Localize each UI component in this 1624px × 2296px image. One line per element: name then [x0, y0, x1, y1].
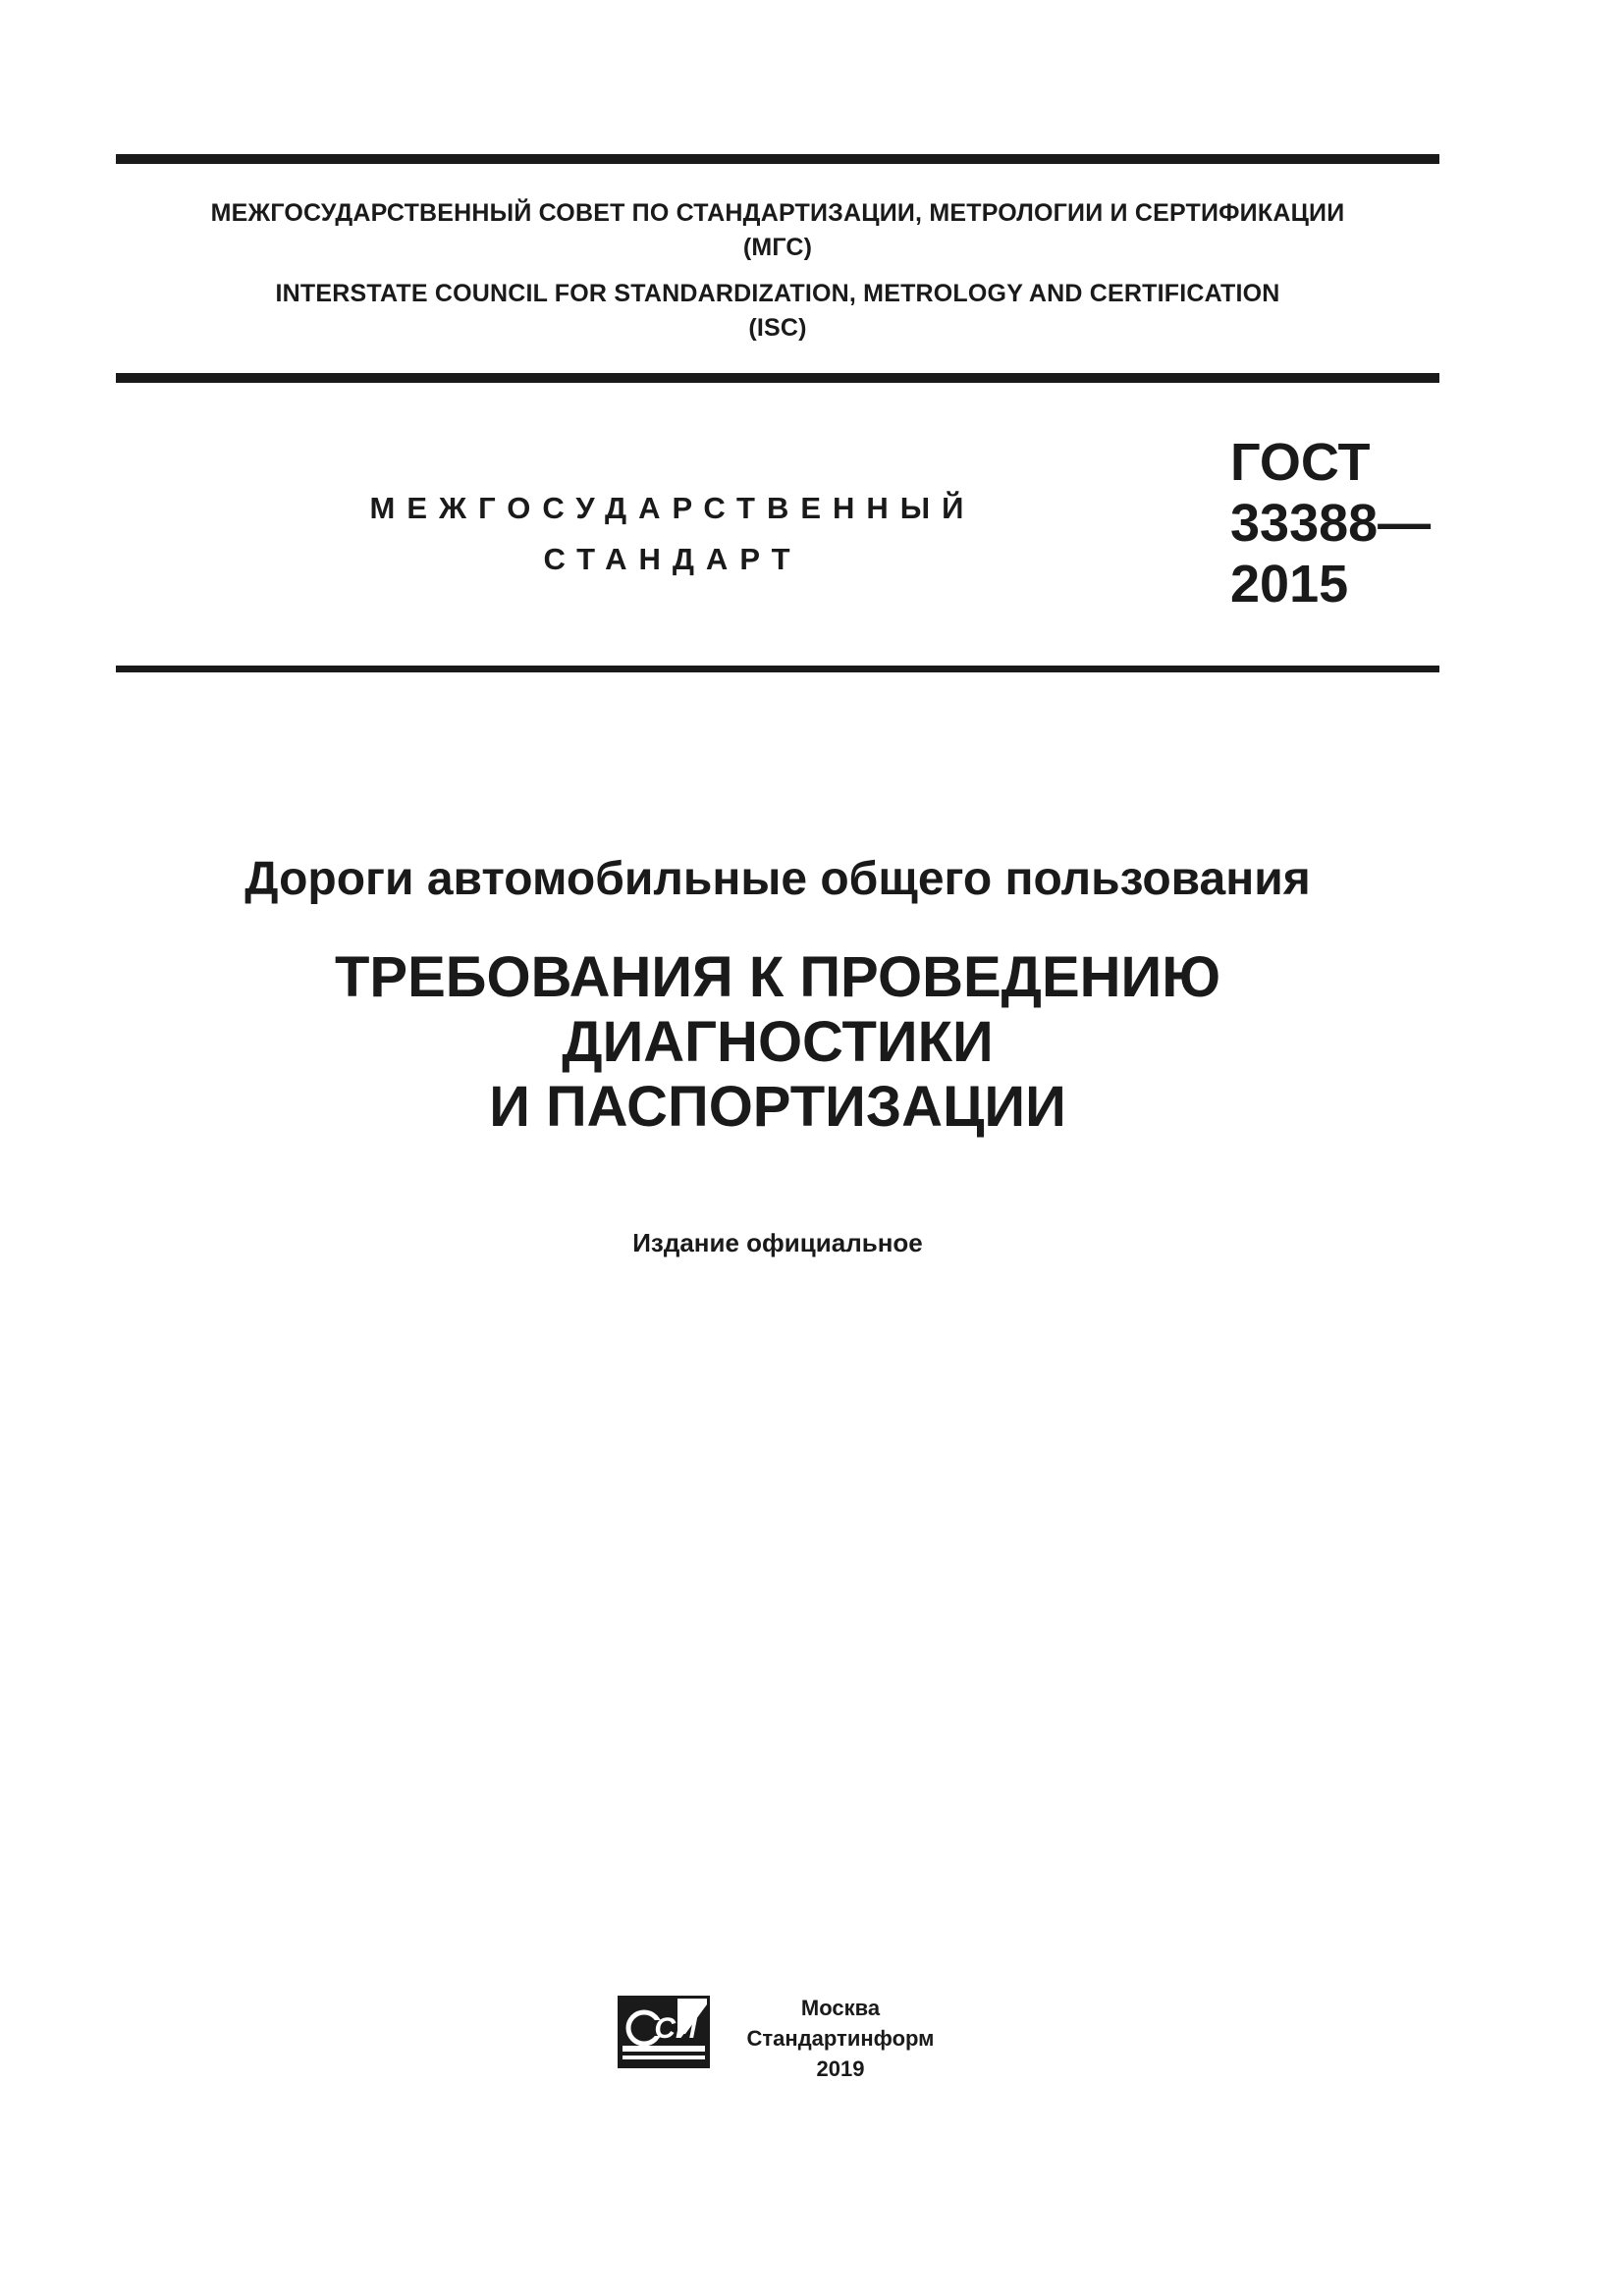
- council-ru: [116, 196, 1439, 265]
- gost-number: 33388—: [1230, 494, 1432, 553]
- top-rule: [116, 154, 1439, 164]
- standard-type-line2: СТАНДАРТ: [543, 542, 802, 576]
- document-subtitle: Дороги автомобильные общего пользования: [244, 853, 1311, 905]
- standartinform-logo-icon: [617, 1995, 711, 2069]
- document-title: [116, 945, 1439, 1140]
- bottom-rule: [116, 666, 1439, 672]
- council-en-abbr: (ISC): [748, 314, 807, 342]
- imprint: [723, 1993, 958, 2084]
- gost-prefix: ГОСТ: [1230, 433, 1371, 492]
- middle-rule: [116, 373, 1439, 383]
- council-ru-abbr: (МГС): [742, 234, 813, 261]
- standard-type: [295, 483, 1051, 585]
- imprint-city: Москва: [800, 1996, 881, 2020]
- imprint-year: 2019: [816, 2056, 865, 2081]
- imprint-publisher: Стандартинформ: [746, 2026, 935, 2051]
- gost-code: [1230, 432, 1431, 614]
- logo-text: СИ: [654, 2012, 697, 2045]
- document-title-line1: ТРЕБОВАНИЯ К ПРОВЕДЕНИЮ ДИАГНОСТИКИ: [334, 945, 1221, 1074]
- council-en-name: INTERSTATE COUNCIL FOR STANDARDIZATION, METROLOGY AND CERTIFICATION: [275, 280, 1280, 307]
- council-ru-name: МЕЖГОСУДАРСТВЕННЫЙ СОВЕТ ПО СТАНДАРТИЗАЦИИ, МЕТРОЛОГИИ И СЕРТИФИКАЦИИ: [210, 199, 1345, 227]
- edition-label: Издание официальное: [632, 1228, 923, 1257]
- gost-year: 2015: [1230, 555, 1349, 614]
- standard-type-line1: МЕЖГОСУДАРСТВЕННЫЙ: [369, 491, 976, 525]
- council-en: [116, 277, 1439, 346]
- document-title-line2: И ПАСПОРТИЗАЦИИ: [489, 1075, 1066, 1139]
